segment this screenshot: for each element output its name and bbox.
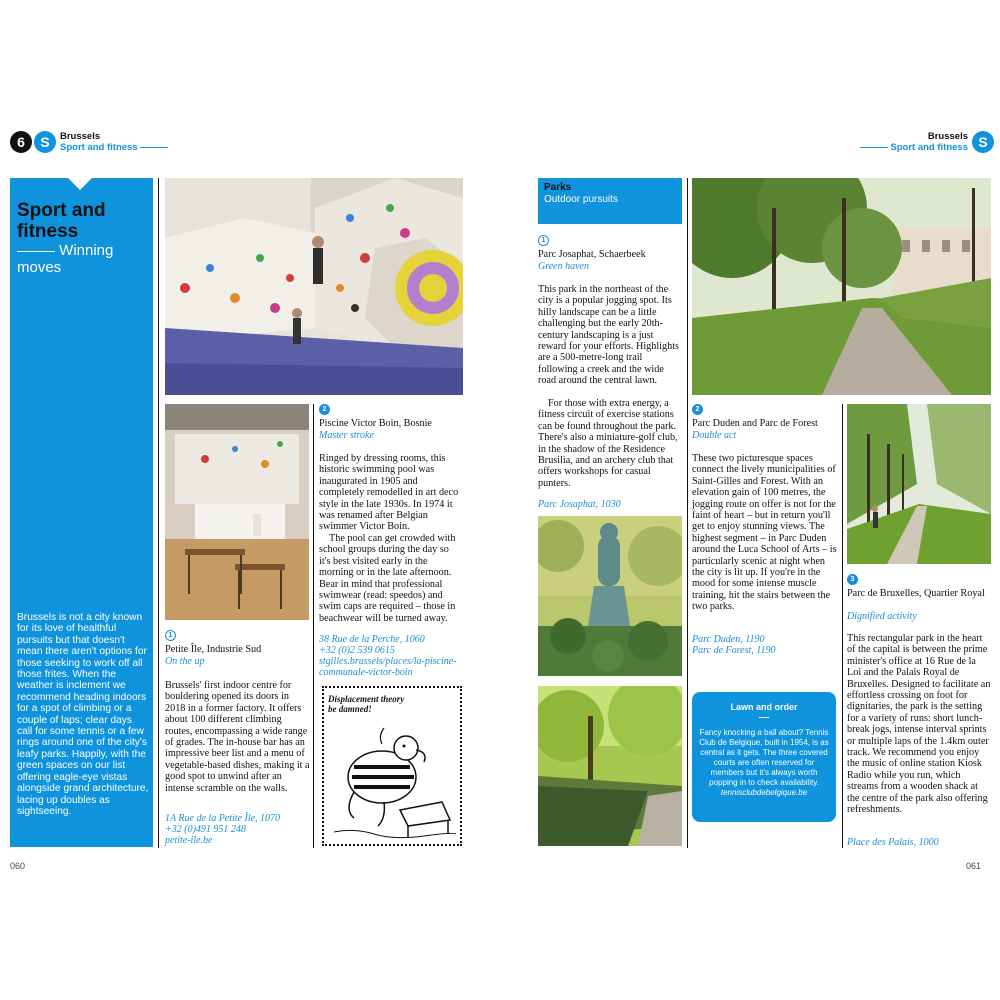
- park-3-number: 3: [847, 574, 858, 585]
- park-3-body: This rectangular park in the heart of the capital is between the prime minister's office at 16 Rue de la Loi and the Palais Royal de Bruxelles. Designed to facilitate an effortless crossing on foot for dignitaries, the park is the setting for a variety of runs: short lunch-break jogs, intense interval sprints or multiple laps of the 1.4km outer track. We recommend you enjoy the music of online station Kiosk Radio while you run, which streams from a wooden shack at the centre of the park also offering refreshments.: [847, 633, 991, 816]
- park-1-number: 1: [538, 235, 549, 246]
- lawn-body: Fancy knocking a ball about? Tennis Club de Belgique, built in 1954, is as central as it gets. The three covered courts are often reserved for members but it's always worth popping in to check availability.: [699, 728, 829, 787]
- parks-box: [538, 178, 682, 224]
- park-1-address: Parc Josaphat, 1030: [538, 499, 621, 510]
- venue-2-phone: +32 (0)2 539 0615: [319, 645, 395, 656]
- swimmer-cartoon-illustration: [324, 722, 460, 844]
- column-rule: [313, 404, 314, 848]
- park-2-name: Parc Duden and Parc de Forest: [692, 418, 818, 429]
- column-rule: [687, 178, 688, 848]
- statue-photo: [538, 516, 682, 676]
- header-section-label-right: Sport and fitness: [890, 142, 968, 153]
- section-number-badge: 6: [10, 131, 32, 153]
- venue-2-address: [319, 634, 461, 678]
- sport-badge-icon: S: [34, 131, 56, 153]
- venue-1-tagline: On the up: [165, 656, 205, 667]
- lawn-title: Lawn and order: [730, 702, 798, 712]
- page-title: Sport and fitness: [17, 200, 106, 242]
- venue-2-body-1: Ringed by dressing rooms, this historic swimming pool was inaugurated in 1905 and completely remodelled in art deco style in the late 1930s. In 1974 it was renamed after Belgian swimmer Victor Boin.: [319, 453, 459, 533]
- tree-avenue-photo: [847, 404, 991, 564]
- park-1-name: Parc Josaphat, Schaerbeek: [538, 249, 646, 260]
- venue-1-street: 1A Rue de la Petite Île, 1070: [165, 813, 281, 824]
- bar-interior-photo: [165, 404, 309, 620]
- park-1-body-1: This park in the northeast of the city is a popular jogging spot. Its hilly landscape can be a little challenging but the early 20th-century landscaping is a just reward for your efforts. Highlights are a 500-metre-long trail following a creek and the wide road around the central lawn.: [538, 284, 679, 387]
- lawn-divider: [759, 717, 769, 718]
- header-city-right: Brussels: [927, 131, 968, 142]
- venue-1-address: [165, 813, 310, 846]
- venue-1-number: 1: [165, 630, 176, 641]
- venue-2-body-2: The pool can get crowded with school groups during the day so it's best visited early in the morning or in the late afternoon. Bear in mind that professional swimwear (read: speedos) and swim caps are required – those in beachwear will be turned away.: [319, 533, 456, 624]
- header-rule-right: [860, 147, 888, 148]
- header-section-right: [830, 142, 968, 153]
- header-left: [60, 131, 168, 153]
- venue-2-website-link[interactable]: stgilles.brussels/places/la-piscine-communale-victor-boin: [319, 656, 457, 678]
- park-path-photo: [692, 178, 991, 395]
- park-3-name: Parc de Bruxelles, Quartier Royal: [847, 588, 985, 599]
- venue-1-name: Petite Île, Industrie Sud: [165, 644, 262, 655]
- canal-park-photo: [538, 686, 682, 846]
- venue-1-phone: +32 (0)491 951 248: [165, 824, 246, 835]
- venue-2-number: 2: [319, 404, 330, 415]
- climbing-wall-photo: [165, 178, 463, 395]
- column-rule: [842, 404, 843, 848]
- intro-notch: [68, 178, 92, 190]
- lawn-website-link[interactable]: tennisclubdebelgique.be: [720, 788, 808, 797]
- header-rule: [140, 147, 168, 148]
- park-3-address: Place des Palais, 1000: [847, 837, 939, 848]
- park-2-address-forest: Parc de Forest, 1190: [692, 645, 776, 656]
- park-1-tagline: Green haven: [538, 261, 589, 272]
- park-2-tagline: Double act: [692, 430, 737, 441]
- venue-1-website-link[interactable]: petite-ile.be: [165, 835, 213, 846]
- page-subtitle: [17, 242, 147, 276]
- park-2-number: 2: [692, 404, 703, 415]
- header-right: [830, 131, 968, 153]
- sport-badge-icon-right: S: [972, 131, 994, 153]
- park-2-address-duden: Parc Duden, 1190: [692, 634, 765, 645]
- header-section: [60, 142, 168, 153]
- parks-subheading: Outdoor pursuits: [544, 194, 618, 205]
- cartoon-caption: Displacement theory be damned!: [328, 694, 405, 714]
- venue-1-body: Brussels' first indoor centre for bouldering opened its doors in 2018 in a former factory. It offers about 100 different climbing routes, encompassing a wide range of grades. The in-house bar has an impressive beer list and a menu of vegetable-based dishes, making it a good spot to unwind after an intense scramble on the walls.: [165, 680, 310, 794]
- page-number-left: 060: [10, 861, 26, 871]
- intro-body: Brussels is not a city known for its love of healthful pursuits but that doesn't mean there aren't options for those seeking to work off all those frites. When the weather is inclement we recommend heading indoors for a spot of climbing or a couple of laps; clear days call for some tennis or a few rings around one of the city's leafy parks. Happily, with the green spaces on our list offering eagle-eye vistas alongside grand architecture, lacing up doubles as sightseeing.: [17, 612, 149, 817]
- venue-2-tagline: Master stroke: [319, 430, 374, 441]
- header-section-label: Sport and fitness: [60, 142, 138, 153]
- park-2-address: [692, 634, 837, 656]
- column-rule: [158, 178, 159, 848]
- park-2-body: These two picturesque spaces connect the lively municipalities of Saint-Gilles and Forest. With an elevation gain of 100 metres, the jogging route on offer is not for the faint of heart – but in return you'll get to enjoy stunning views. The highest segment – in Parc Duden around the Luca School of Arts – is particularly scenic at night when the city is lit up. If you're in the mood for some intense muscle training, hit the stairs between the two parks.: [692, 453, 837, 613]
- lawn-and-order-box: [692, 692, 836, 822]
- park-1-body-2: For those with extra energy, a fitness circuit of exercise stations can be found throughout the park. There's also a miniature-golf club, in the shadow of the Residence Brusilia, and an archery club that offers workshops for casual punters.: [538, 398, 678, 489]
- venue-2-street: 38 Rue de la Perche, 1060: [319, 634, 425, 645]
- page-subtitle-text: Winning moves: [17, 242, 114, 276]
- parks-heading: Parks: [544, 182, 572, 193]
- page-number-right: 061: [966, 861, 982, 871]
- venue-2-name: Piscine Victor Boin, Bosnie: [319, 418, 432, 429]
- header-city: Brussels: [60, 131, 101, 142]
- park-3-tagline: Dignified activity: [847, 611, 917, 622]
